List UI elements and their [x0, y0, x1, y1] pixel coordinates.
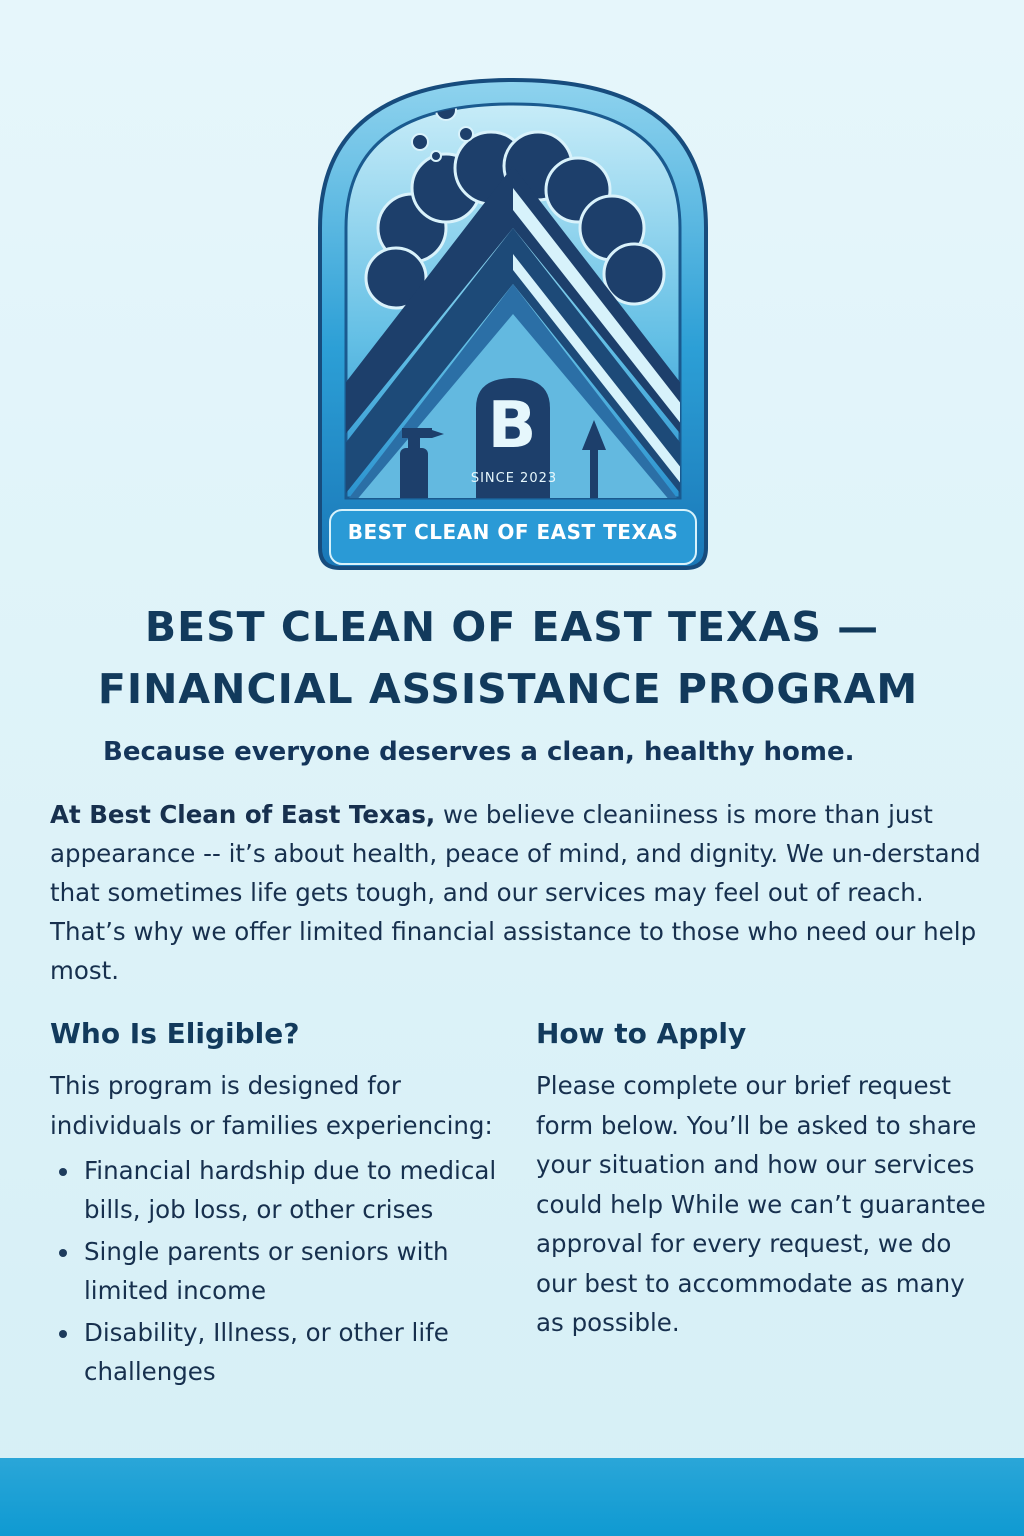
logo-banner-text: BEST CLEAN OF EAST TEXAS — [347, 520, 679, 544]
page-title-line-1: BEST CLEAN OF EAST TEXAS — — [144, 603, 880, 651]
intro-body: we believe cleaniiness is more than just appearance -- it’s about health, peace of mind, and dignity. We un-derstand that sometimes life gets tough, and our services may feel out of reach. That’s why we offer limited financial assistance to those who need our help most. — [50, 800, 981, 985]
list-item: Single parents or seniors with limited income — [50, 1232, 530, 1310]
eligibility-text: This program is designed for individuals or families experiencing: — [50, 1071, 493, 1140]
tagline: Because everyone deserves a clean, healthy home. — [103, 737, 855, 767]
apply-heading: How to Apply — [536, 1017, 747, 1050]
bullet-icon — [59, 1168, 67, 1176]
eligibility-list — [50, 1151, 530, 1391]
logo-since: SINCE 2023 — [470, 471, 558, 486]
bullet-icon — [59, 1330, 67, 1338]
apply-section — [536, 1012, 996, 1343]
logo-initial: B — [487, 389, 537, 463]
intro-lead: At Best Clean of East Texas, — [50, 800, 436, 829]
apply-text: Please complete our brief request form below. You’ll be asked to share your situation and how our services could help While we can’t guarantee approval for every request, we do our best to accommodate as many as possible. — [536, 1071, 986, 1337]
bullet-icon — [59, 1249, 67, 1257]
eligibility-heading: Who Is Eligible? — [50, 1017, 300, 1050]
list-item: Financial hardship due to medical bills, job loss, or other crises — [50, 1151, 530, 1229]
list-item: Disability, Illness, or other life challenges — [50, 1313, 530, 1391]
footer-band — [0, 1458, 1024, 1536]
page-title-line-2: FINANCIAL ASSISTANCE PROGRAM — [97, 665, 919, 713]
intro-paragraph — [50, 795, 990, 990]
company-logo — [316, 78, 710, 572]
eligibility-section — [50, 1012, 530, 1394]
